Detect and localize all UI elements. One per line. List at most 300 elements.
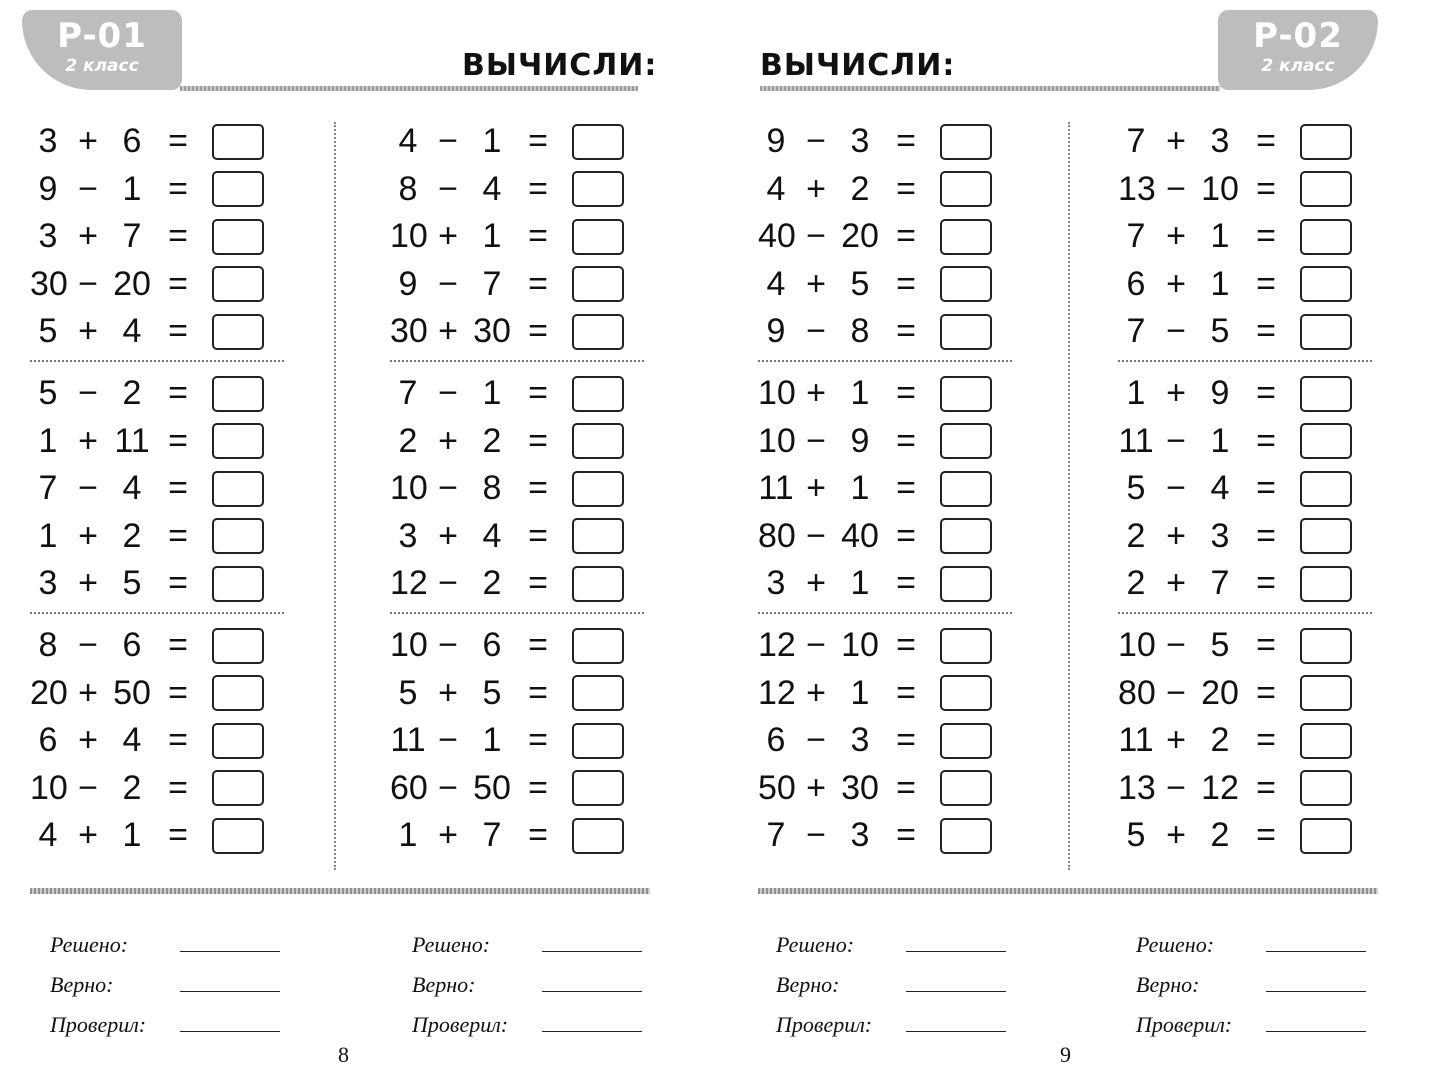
answer-line[interactable] [542,1031,642,1032]
equals-sign: = [1256,421,1276,460]
operator: − [438,721,458,760]
operand-a: 50 [758,768,796,807]
problem-row [1118,166,1378,214]
problem-row [758,261,1018,309]
operand-a: 5 [398,673,418,712]
problem-row [1118,465,1378,513]
answer-line[interactable] [542,991,642,992]
problem-column [30,118,290,874]
checked-by-label: Проверил: [776,1012,873,1037]
operator: + [806,673,826,712]
operand-a: 30 [390,312,428,351]
answer-box[interactable] [212,314,264,350]
answer-box[interactable] [212,723,264,759]
operand-a: 5 [1126,469,1146,508]
operand-a: 2 [398,421,418,460]
problem-row [758,213,1018,261]
problem-row [30,308,290,356]
operator: + [806,169,826,208]
operator: − [438,626,458,665]
operand-b: 3 [850,721,870,760]
operand-b: 1 [482,217,502,256]
problem-row [30,370,290,418]
operand-b: 7 [1210,564,1230,603]
operator: + [78,721,98,760]
operator: − [806,626,826,665]
operand-a: 6 [766,721,786,760]
problem-row [390,213,650,261]
solved-label: Решено: [1136,932,1215,957]
operand-a: 10 [30,768,68,807]
top-divider [760,86,1220,91]
answer-box[interactable] [1300,628,1352,664]
page-number: 8 [338,1042,349,1067]
operand-b: 1 [122,169,142,208]
answer-box[interactable] [1300,566,1352,602]
answer-box[interactable] [940,266,992,302]
operand-b: 5 [122,564,142,603]
operand-a: 9 [766,122,786,161]
problem-row [390,622,650,670]
answer-box[interactable] [572,423,624,459]
problem-row [1118,560,1378,608]
equals-sign: = [168,374,188,413]
answer-box[interactable] [1300,723,1352,759]
top-divider [180,86,638,91]
operand-a: 10 [390,217,428,256]
equals-sign: = [168,122,188,161]
equals-sign: = [528,264,548,303]
operator: − [438,768,458,807]
operand-b: 20 [841,217,879,256]
problem-row [30,622,290,670]
problem-row [1118,717,1378,765]
equals-sign: = [1256,768,1276,807]
operand-b: 3 [850,816,870,855]
problem-group [30,118,290,370]
answer-box[interactable] [212,423,264,459]
operand-a: 10 [390,469,428,508]
answer-box[interactable] [940,171,992,207]
problem-row [390,670,650,718]
answer-box[interactable] [940,376,992,412]
equals-sign: = [1256,673,1276,712]
footer-row [412,998,672,1038]
answer-line[interactable] [180,991,280,992]
answer-box[interactable] [572,124,624,160]
equals-sign: = [528,122,548,161]
operand-a: 5 [1126,816,1146,855]
answer-box[interactable] [940,314,992,350]
operator: + [806,374,826,413]
operator: + [438,673,458,712]
problem-row [30,118,290,166]
operand-a: 10 [758,374,796,413]
operand-b: 4 [1210,469,1230,508]
operand-b: 2 [122,516,142,555]
answer-line[interactable] [180,1031,280,1032]
operator: + [1166,721,1186,760]
answer-box[interactable] [1300,423,1352,459]
answer-line[interactable] [1266,1031,1366,1032]
operand-a: 8 [38,626,58,665]
equals-sign: = [896,122,916,161]
answer-box[interactable] [212,219,264,255]
problem-group [1118,118,1378,370]
operand-b: 1 [1210,264,1230,303]
operator: + [1166,816,1186,855]
equals-sign: = [528,421,548,460]
answer-box[interactable] [1300,314,1352,350]
operator: − [438,564,458,603]
equals-sign: = [168,626,188,665]
answer-box[interactable] [572,314,624,350]
footer-row [1136,918,1396,958]
answer-box[interactable] [572,675,624,711]
operand-b: 1 [482,721,502,760]
equals-sign: = [528,721,548,760]
checked-by-label: Проверил: [50,1012,147,1037]
answer-line[interactable] [180,951,280,952]
problem-row [390,308,650,356]
operator: + [806,564,826,603]
score-footer [50,918,310,1038]
operand-a: 3 [38,217,58,256]
operator: + [438,421,458,460]
answer-box[interactable] [212,675,264,711]
operator: − [1166,312,1186,351]
footer-row [776,998,1036,1038]
answer-box[interactable] [1300,219,1352,255]
checked-by-label: Проверил: [412,1012,509,1037]
operand-a: 7 [1126,217,1146,256]
problem-row [758,166,1018,214]
bottom-divider [758,888,1378,894]
operator: + [78,673,98,712]
answer-box[interactable] [572,723,624,759]
operator: − [806,217,826,256]
operand-a: 20 [30,673,68,712]
problem-row [758,513,1018,561]
equals-sign: = [528,312,548,351]
problem-row [30,812,290,860]
operand-b: 4 [482,169,502,208]
equals-sign: = [1256,564,1276,603]
equals-sign: = [896,816,916,855]
equals-sign: = [1256,721,1276,760]
operator: + [1166,264,1186,303]
operand-b: 2 [122,374,142,413]
answer-box[interactable] [940,723,992,759]
problem-row [758,308,1018,356]
answer-box[interactable] [572,376,624,412]
operator: − [78,768,98,807]
operand-a: 8 [398,169,418,208]
column-divider [334,122,336,870]
equals-sign: = [528,816,548,855]
answer-box[interactable] [940,423,992,459]
operand-b: 1 [482,374,502,413]
operand-a: 4 [398,122,418,161]
operand-b: 6 [122,626,142,665]
operand-a: 9 [38,169,58,208]
operand-a: 13 [1118,169,1156,208]
operator: − [438,469,458,508]
operand-a: 12 [758,673,796,712]
problem-row [1118,370,1378,418]
answer-line[interactable] [906,1031,1006,1032]
answer-line[interactable] [906,991,1006,992]
operator: + [78,312,98,351]
operator: − [438,169,458,208]
problem-row [390,765,650,813]
answer-box[interactable] [1300,675,1352,711]
operand-b: 7 [482,264,502,303]
problem-row [758,465,1018,513]
equals-sign: = [168,469,188,508]
problem-column [1118,118,1378,874]
operator: − [78,374,98,413]
operator: + [1166,122,1186,161]
column-divider [1068,122,1070,870]
operator: + [438,816,458,855]
problem-group [390,118,650,370]
operand-a: 9 [766,312,786,351]
operand-a: 12 [758,626,796,665]
answer-box[interactable] [572,566,624,602]
operand-b: 30 [473,312,511,351]
operand-b: 1 [1210,421,1230,460]
operand-a: 1 [38,421,58,460]
answer-box[interactable] [212,770,264,806]
correct-label: Верно: [50,972,114,997]
operand-b: 8 [850,312,870,351]
equals-sign: = [896,374,916,413]
operand-a: 1 [38,516,58,555]
problem-group [758,118,1018,370]
problem-row [1118,622,1378,670]
operand-a: 7 [398,374,418,413]
problem-row [30,513,290,561]
equals-sign: = [1256,122,1276,161]
operand-a: 60 [390,768,428,807]
answer-box[interactable] [1300,376,1352,412]
answer-box[interactable] [1300,770,1352,806]
answer-line[interactable] [542,951,642,952]
answer-box[interactable] [940,124,992,160]
operand-a: 2 [1126,516,1146,555]
equals-sign: = [528,673,548,712]
answer-box[interactable] [572,266,624,302]
grade-label: 2 класс [1261,56,1335,76]
score-footer [412,918,672,1038]
equals-sign: = [896,564,916,603]
answer-box[interactable] [572,628,624,664]
equals-sign: = [168,768,188,807]
operand-a: 40 [758,217,796,256]
equals-sign: = [168,516,188,555]
problem-row [390,118,650,166]
problem-row [390,166,650,214]
worksheet-code: P-02 [1253,16,1343,56]
operand-b: 1 [850,469,870,508]
operand-a: 3 [38,564,58,603]
equals-sign: = [1256,312,1276,351]
equals-sign: = [896,516,916,555]
problem-row [1118,812,1378,860]
operand-b: 20 [113,264,151,303]
operand-a: 1 [1126,374,1146,413]
answer-box[interactable] [940,471,992,507]
answer-box[interactable] [940,219,992,255]
equals-sign: = [168,721,188,760]
operand-a: 4 [766,264,786,303]
operand-b: 1 [1210,217,1230,256]
operator: + [78,122,98,161]
answer-box[interactable] [212,266,264,302]
answer-line[interactable] [1266,991,1366,992]
operand-b: 10 [841,626,879,665]
answer-box[interactable] [1300,171,1352,207]
operator: − [1166,626,1186,665]
answer-box[interactable] [212,818,264,854]
problem-column [390,118,650,874]
problem-row [30,166,290,214]
problem-group [758,370,1018,622]
equals-sign: = [896,626,916,665]
equals-sign: = [896,768,916,807]
answer-box[interactable] [212,124,264,160]
footer-row [50,958,310,998]
operator: − [806,312,826,351]
operand-a: 11 [1118,421,1154,460]
problem-row [1118,670,1378,718]
answer-box[interactable] [940,675,992,711]
operand-a: 80 [758,516,796,555]
operand-b: 9 [1210,374,1230,413]
problem-row [390,812,650,860]
equals-sign: = [896,469,916,508]
operand-b: 3 [850,122,870,161]
answer-box[interactable] [940,770,992,806]
operand-b: 2 [1210,816,1230,855]
equals-sign: = [168,217,188,256]
answer-box[interactable] [212,566,264,602]
answer-box[interactable] [212,471,264,507]
correct-label: Верно: [412,972,476,997]
answer-box[interactable] [212,628,264,664]
equals-sign: = [168,421,188,460]
operand-b: 10 [1201,169,1239,208]
answer-box[interactable] [212,518,264,554]
operand-b: 2 [122,768,142,807]
answer-box[interactable] [940,518,992,554]
problem-row [30,717,290,765]
footer-row [412,918,672,958]
operand-b: 4 [482,516,502,555]
equals-sign: = [168,673,188,712]
problem-group [30,622,290,874]
page-title: ВЫЧИСЛИ: [462,48,658,83]
equals-sign: = [1256,217,1276,256]
answer-box[interactable] [572,219,624,255]
answer-box[interactable] [940,818,992,854]
solved-label: Решено: [50,932,129,957]
answer-box[interactable] [572,471,624,507]
problem-group [1118,622,1378,874]
answer-box[interactable] [1300,266,1352,302]
operand-a: 2 [1126,564,1146,603]
answer-box[interactable] [572,818,624,854]
equals-sign: = [1256,516,1276,555]
checked-by-label: Проверил: [1136,1012,1233,1037]
operator: + [1166,374,1186,413]
equals-sign: = [896,169,916,208]
operator: − [806,122,826,161]
answer-box[interactable] [1300,518,1352,554]
answer-box[interactable] [1300,471,1352,507]
answer-box[interactable] [212,376,264,412]
operand-a: 7 [1126,122,1146,161]
equals-sign: = [1256,169,1276,208]
answer-box[interactable] [1300,124,1352,160]
worksheet-code-tab [1218,10,1378,90]
equals-sign: = [896,721,916,760]
answer-box[interactable] [572,770,624,806]
operand-a: 30 [30,264,68,303]
operand-a: 4 [766,169,786,208]
answer-box[interactable] [212,171,264,207]
page-number: 9 [1060,1042,1071,1067]
operand-b: 20 [1201,673,1239,712]
equals-sign: = [1256,374,1276,413]
solved-label: Решено: [412,932,491,957]
problem-row [390,717,650,765]
operand-a: 13 [1118,768,1156,807]
operand-b: 9 [850,421,870,460]
operand-a: 6 [1126,264,1146,303]
operand-b: 1 [122,816,142,855]
problem-row [758,418,1018,466]
operator: + [78,421,98,460]
operand-a: 9 [398,264,418,303]
operator: − [806,421,826,460]
operand-b: 30 [841,768,879,807]
answer-line[interactable] [906,951,1006,952]
answer-box[interactable] [572,171,624,207]
operand-b: 2 [482,564,502,603]
operator: + [78,516,98,555]
problem-row [390,261,650,309]
equals-sign: = [896,264,916,303]
answer-box[interactable] [572,518,624,554]
problem-row [758,118,1018,166]
operand-a: 1 [398,816,418,855]
problem-row [30,213,290,261]
operand-b: 6 [482,626,502,665]
operand-b: 7 [482,816,502,855]
problem-row [30,418,290,466]
answer-line[interactable] [1266,951,1366,952]
answer-box[interactable] [940,628,992,664]
operator: + [1166,217,1186,256]
answer-box[interactable] [1300,818,1352,854]
operator: − [806,721,826,760]
operand-a: 5 [38,312,58,351]
equals-sign: = [1256,469,1276,508]
equals-sign: = [528,469,548,508]
answer-box[interactable] [940,566,992,602]
